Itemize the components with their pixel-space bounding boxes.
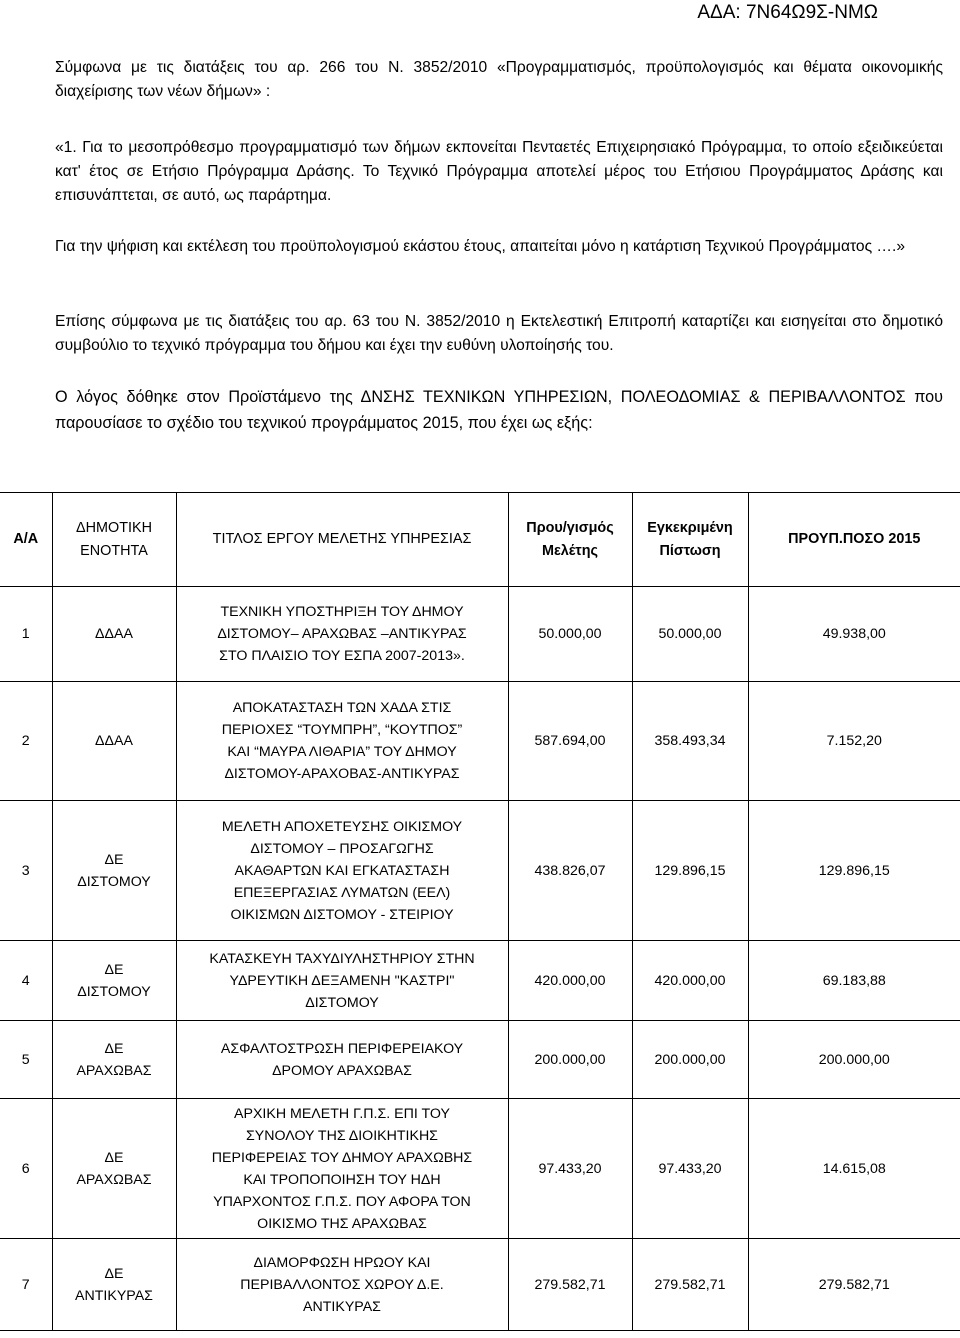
cell-unit-line: ΔΕ xyxy=(104,961,124,978)
cell-budget-2015: 49.938,00 xyxy=(748,587,960,682)
cell-budget-2015: 69.183,88 xyxy=(748,941,960,1021)
cell-unit-line: ΑΡΑΧΩΒΑΣ xyxy=(76,1171,152,1188)
cell-approved-credit: 200.000,00 xyxy=(632,1021,748,1099)
cell-budget-study: 97.433,20 xyxy=(508,1099,632,1239)
cell-unit-line: ΔΙΣΤΟΜΟΥ xyxy=(77,983,151,1000)
cell-title-line: ΔΙΣΤΟΜΟΥ – ΠΡΟΣΑΓΩΓΗΣ xyxy=(250,840,434,857)
cell-title-line: ΑΚΑΘΑΡΤΩΝ ΚΑΙ ΕΓΚΑΤΑΣΤΑΣΗ xyxy=(234,862,450,879)
cell-unit-line: ΔΕ xyxy=(104,1040,124,1057)
cell-unit xyxy=(52,801,176,941)
cell-title xyxy=(176,1021,508,1099)
cell-title xyxy=(176,941,508,1021)
header-title: ΤΙΤΛΟΣ ΕΡΓΟΥ ΜΕΛΕΤΗΣ ΥΠΗΡΕΣΙΑΣ xyxy=(176,493,508,587)
header-unit-line: ΔΗΜΟΤΙΚΗ xyxy=(76,519,152,536)
paragraph-quote-2 xyxy=(55,235,943,259)
cell-title-line: ΚΑΙ “ΜΑΥΡΑ ΛΙΘΑΡΙΑ” ΤΟΥ ΔΗΜΟΥ xyxy=(227,744,457,760)
cell-unit-line: ΔΕ xyxy=(104,851,124,868)
cell-unit xyxy=(52,1099,176,1239)
cell-title-line: ΠΕΡΙΒΑΛΛΟΝΤΟΣ ΧΩΡΟΥ Δ.Ε. xyxy=(240,1276,444,1293)
table-row xyxy=(0,1021,960,1099)
cell-title-line: ΣΤΟ ΠΛΑΙΣΙΟ ΤΟΥ ΕΣΠΑ 2007-2013». xyxy=(219,648,465,664)
ada-code: ΑΔΑ: 7Ν64Ω9Σ-ΝΜΩ xyxy=(697,2,878,23)
header-budget-2015: ΠΡΟΥΠ.ΠΟΣΟ 2015 xyxy=(748,493,960,587)
paragraph-executive-committee xyxy=(55,310,943,358)
cell-unit-line: ΔΙΣΤΟΜΟΥ xyxy=(77,873,151,890)
cell-title-line: ΕΠΕΞΕΡΓΑΣΙΑΣ ΛΥΜΑΤΩΝ (ΕΕΛ) xyxy=(233,884,451,901)
header-budget-study-line: Πρου/γισμός xyxy=(526,519,614,536)
cell-unit xyxy=(52,1021,176,1099)
cell-title xyxy=(176,1239,508,1331)
cell-unit-line: ΔΔΑΑ xyxy=(95,733,133,749)
cell-aa: 3 xyxy=(0,801,52,941)
cell-approved-credit: 97.433,20 xyxy=(632,1099,748,1239)
cell-title-line: ΚΑΤΑΣΚΕΥΗ ΤΑΧΥΔΙΥΛΗΣΤΗΡΙΟΥ ΣΤΗΝ xyxy=(209,950,475,967)
paragraph-text: «1. Για το μεσοπρόθεσμο προγραμματισμό των δήμων εκπονείται Πενταετές Επιχειρησιακό Πρόγραμμα, το οποίο εξειδικεύεται κατ' έτος σε Ετήσιο Πρόγραμμα Δράσης. Το Τεχνικό Πρόγραμμα αποτελεί μέρος του Ετήσιου Προγράμματος Δράσης και επισυνάπτεται, σε αυτό, ως παράρτημα. xyxy=(55,139,943,204)
cell-title-line: ΣΥΝΟΛΟΥ ΤΗΣ ΔΙΟΙΚΗΤΙΚΗΣ xyxy=(246,1127,438,1144)
cell-aa: 6 xyxy=(0,1099,52,1239)
cell-unit-line: ΔΔΑΑ xyxy=(95,626,133,642)
table-row xyxy=(0,1239,960,1331)
table-row xyxy=(0,801,960,941)
header-approved-credit xyxy=(632,493,748,587)
cell-title-line: ΚΑΙ ΤΡΟΠΟΠΟΙΗΣΗ ΤΟΥ ΗΔΗ xyxy=(243,1171,441,1188)
cell-unit-line: ΔΕ xyxy=(104,1149,124,1166)
cell-aa: 4 xyxy=(0,941,52,1021)
cell-budget-study: 200.000,00 xyxy=(508,1021,632,1099)
cell-budget-2015: 7.152,20 xyxy=(748,682,960,801)
cell-title-line: ΥΔΡΕΥΤΙΚΗ ΔΕΞΑΜΕΝΗ "ΚΑΣΤΡΙ" xyxy=(229,972,455,989)
table-row xyxy=(0,941,960,1021)
cell-approved-credit: 358.493,34 xyxy=(632,682,748,801)
cell-budget-2015: 200.000,00 xyxy=(748,1021,960,1099)
cell-unit xyxy=(52,1239,176,1331)
cell-budget-study: 279.582,71 xyxy=(508,1239,632,1331)
paragraph-quote-1 xyxy=(55,136,943,208)
cell-unit-line: ΔΕ xyxy=(104,1265,124,1282)
paragraph-presentation xyxy=(55,384,943,436)
cell-unit-line: ΑΝΤΙΚΥΡΑΣ xyxy=(75,1287,153,1304)
cell-title-line: ΤΕΧΝΙΚΗ ΥΠΟΣΤΗΡΙΞΗ ΤΟΥ ΔΗΜΟΥ xyxy=(220,604,464,620)
paragraph-text: Επίσης σύμφωνα με τις διατάξεις του αρ. 63 του Ν. 3852/2010 η Εκτελεστική Επιτροπή καταρτίζει και εισηγείται στο δημοτικό συμβούλιο το τεχνικό πρόγραμμα του δήμου και έχει την ευθύνη υλοποίησής του. xyxy=(55,313,943,354)
header-budget-study xyxy=(508,493,632,587)
cell-unit xyxy=(52,682,176,801)
cell-budget-study: 420.000,00 xyxy=(508,941,632,1021)
cell-title-line: ΔΙΑΜΟΡΦΩΣΗ ΗΡΩΟΥ ΚΑΙ xyxy=(253,1254,431,1271)
paragraph-text: Για την ψήφιση και εκτέλεση του προϋπολογισμού εκάστου έτους, απαιτείται μόνο η κατάρτιση Τεχνικού Προγράμματος ….» xyxy=(55,238,906,255)
cell-title xyxy=(176,682,508,801)
cell-aa: 1 xyxy=(0,587,52,682)
cell-title xyxy=(176,1099,508,1239)
header-unit-line: ΕΝΟΤΗΤΑ xyxy=(80,542,148,559)
cell-title-line: ΔΙΣΤΟΜΟΥ-ΑΡΑΧΟΒΑΣ-ΑΝΤΙΚΥΡΑΣ xyxy=(224,766,460,782)
cell-budget-study: 587.694,00 xyxy=(508,682,632,801)
cell-budget-2015: 279.582,71 xyxy=(748,1239,960,1331)
cell-approved-credit: 420.000,00 xyxy=(632,941,748,1021)
cell-unit xyxy=(52,587,176,682)
cell-title-line: ΟΙΚΙΣΜΩΝ ΔΙΣΤΟΜΟΥ - ΣΤΕΙΡΙΟΥ xyxy=(230,906,454,923)
cell-unit-line: ΑΡΑΧΩΒΑΣ xyxy=(76,1062,152,1079)
cell-title-line: ΠΕΡΙΦΕΡΕΙΑΣ ΤΟΥ ΔΗΜΟΥ ΑΡΑΧΩΒΗΣ xyxy=(211,1149,473,1166)
paragraph-text: Σύμφωνα με τις διατάξεις του αρ. 266 του Ν. 3852/2010 «Προγραμματισμός, προϋπολογισμός και θέματα οικονομικής διαχείρισης των νέων δήμων» : xyxy=(55,59,943,100)
cell-approved-credit: 50.000,00 xyxy=(632,587,748,682)
cell-title-line: ΜΕΛΕΤΗ ΑΠΟΧΕΤΕΥΣΗΣ ΟΙΚΙΣΜΟΥ xyxy=(221,818,463,835)
cell-title xyxy=(176,801,508,941)
cell-title xyxy=(176,587,508,682)
cell-title-line: ΑΝΤΙΚΥΡΑΣ xyxy=(303,1298,381,1315)
cell-title-line: ΟΙΚΙΣΜΟ ΤΗΣ ΑΡΑΧΩΒΑΣ xyxy=(257,1215,427,1232)
header-aa: Α/Α xyxy=(0,493,52,587)
cell-aa: 5 xyxy=(0,1021,52,1099)
cell-approved-credit: 279.582,71 xyxy=(632,1239,748,1331)
cell-approved-credit: 129.896,15 xyxy=(632,801,748,941)
header-approved-credit-line: Εγκεκριμένη xyxy=(647,519,733,536)
cell-aa: 7 xyxy=(0,1239,52,1331)
cell-title-line: ΑΠΟΚΑΤΑΣΤΑΣΗ ΤΩΝ ΧΑΔΑ ΣΤΙΣ xyxy=(232,700,452,716)
cell-budget-2015: 14.615,08 xyxy=(748,1099,960,1239)
cell-title-line: ΔΡΟΜΟΥ ΑΡΑΧΩΒΑΣ xyxy=(272,1062,412,1079)
table-row xyxy=(0,1099,960,1239)
cell-title-line: ΑΡΧΙΚΗ ΜΕΛΕΤΗ Γ.Π.Σ. ΕΠΙ ΤΟΥ xyxy=(234,1105,450,1122)
cell-title-line: ΑΣΦΑΛΤΟΣΤΡΩΣΗ ΠΕΡΙΦΕΡΕΙΑΚΟΥ xyxy=(220,1040,464,1057)
paragraph-text: Ο λόγος δόθηκε στον Προϊστάμενο της ΔΝΣΗΣ ΤΕΧΝΙΚΩΝ ΥΠΗΡΕΣΙΩΝ, ΠΟΛΕΟΔΟΜΙΑΣ & ΠΕΡΙΒΑΛΛΟΝΤΟΣ που παρουσίασε το σχέδιο του τεχνικού προγράμματος 2015, που έχει ως εξής: xyxy=(55,388,943,432)
table-row xyxy=(0,682,960,801)
header-budget-study-line: Μελέτης xyxy=(541,542,598,559)
cell-title-line: ΥΠΑΡΧΟΝΤΟΣ Γ.Π.Σ. ΠΟΥ ΑΦΟΡΑ ΤΟΝ xyxy=(213,1193,471,1210)
table-header-row xyxy=(0,493,960,587)
cell-aa: 2 xyxy=(0,682,52,801)
header-approved-credit-line: Πίστωση xyxy=(659,542,721,559)
technical-program-table xyxy=(0,492,960,1331)
cell-budget-study: 438.826,07 xyxy=(508,801,632,941)
table-row xyxy=(0,587,960,682)
paragraph-legal-reference xyxy=(55,56,943,104)
cell-title-line: ΔΙΣΤΟΜΟΥ xyxy=(305,994,379,1011)
header-unit xyxy=(52,493,176,587)
cell-title-line: ΠΕΡΙΟΧΕΣ “ΤΟΥΜΠΡΗ”, “ΚΟΥΤΠΟΣ” xyxy=(221,722,463,738)
cell-budget-2015: 129.896,15 xyxy=(748,801,960,941)
cell-title-line: ΔΙΣΤΟΜΟΥ– ΑΡΑΧΩΒΑΣ –ΑΝΤΙΚΥΡΑΣ xyxy=(217,626,467,642)
cell-budget-study: 50.000,00 xyxy=(508,587,632,682)
cell-unit xyxy=(52,941,176,1021)
